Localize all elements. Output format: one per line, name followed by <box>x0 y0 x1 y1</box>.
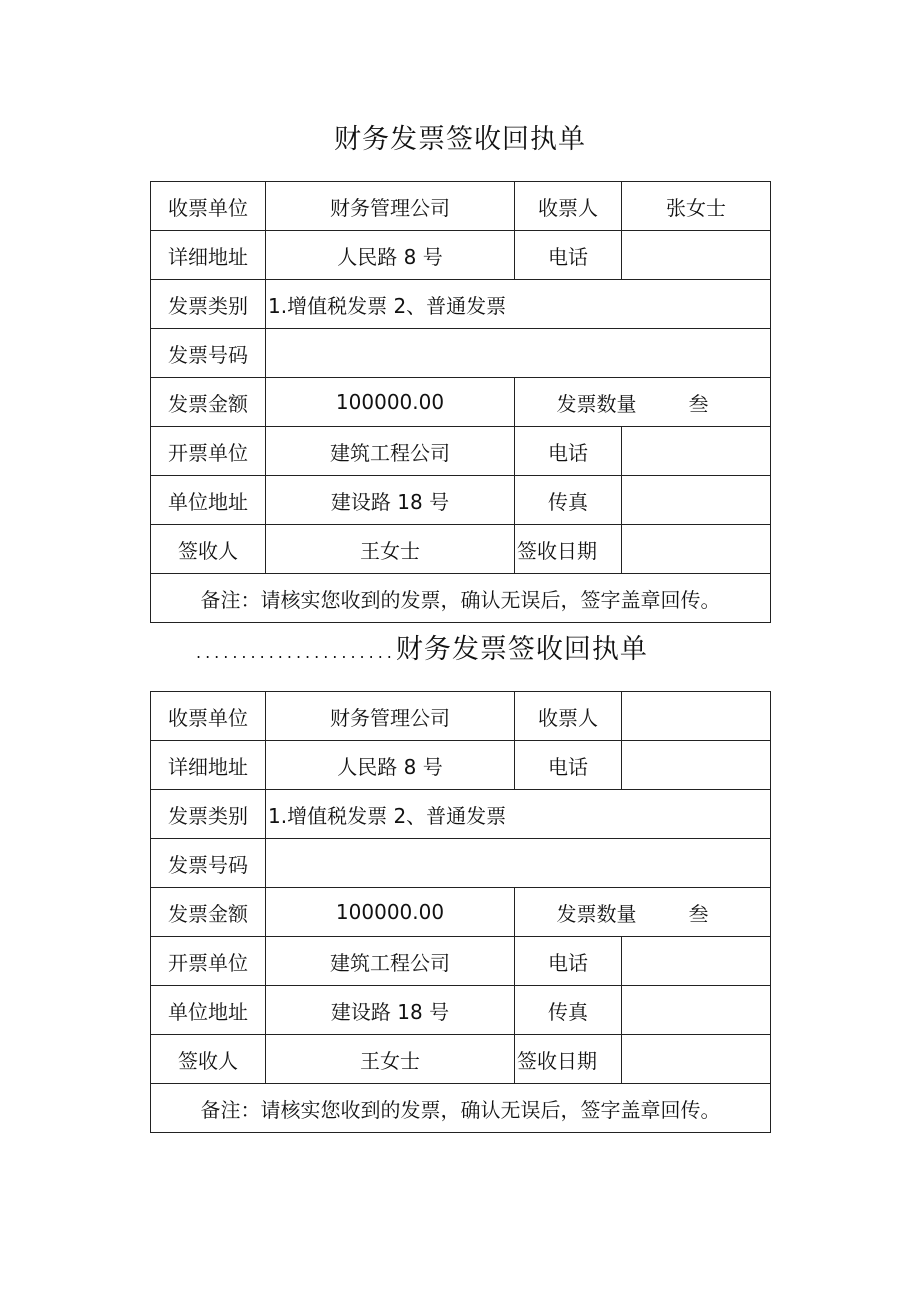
signer-label: 签收人 <box>151 1035 266 1084</box>
signer-label: 签收人 <box>151 525 266 574</box>
receiver-unit-value: 财务管理公司 <box>266 182 515 231</box>
form-1-table <box>150 181 771 623</box>
phone-value <box>622 741 771 790</box>
table-row <box>151 1084 771 1133</box>
issuer-label: 开票单位 <box>151 937 266 986</box>
quantity-cell <box>515 378 771 427</box>
receiver-unit-value: 财务管理公司 <box>266 692 515 741</box>
invoice-number-label: 发票号码 <box>151 329 266 378</box>
receiver-person-value <box>622 692 771 741</box>
issuer-address-label: 单位地址 <box>151 476 266 525</box>
fax-value <box>622 986 771 1035</box>
issuer-phone-label: 电话 <box>515 937 622 986</box>
phone-label: 电话 <box>515 741 622 790</box>
table-row <box>151 525 771 574</box>
issuer-phone-value <box>622 427 771 476</box>
issuer-address-value: 建设路 18 号 <box>266 986 515 1035</box>
table-row <box>151 1035 771 1084</box>
address-value: 人民路 8 号 <box>266 231 515 280</box>
invoice-number-value <box>266 839 771 888</box>
issuer-phone-label: 电话 <box>515 427 622 476</box>
amount-label: 发票金额 <box>151 378 266 427</box>
invoice-number-label: 发票号码 <box>151 839 266 888</box>
form-2-title <box>196 628 756 675</box>
sign-date-label: 签收日期 <box>515 1035 622 1084</box>
issuer-address-label: 单位地址 <box>151 986 266 1035</box>
amount-value: 100000.00 <box>266 378 515 427</box>
form-2-table <box>150 691 771 1133</box>
table-row <box>151 329 771 378</box>
quantity-label: 发票数量 <box>556 901 637 926</box>
table-row <box>151 888 771 937</box>
table-row <box>151 574 771 623</box>
table-row <box>151 182 771 231</box>
table-row <box>151 741 771 790</box>
invoice-type-value: 1.增值税发票 2、普通发票 <box>266 280 771 329</box>
receiver-unit-label: 收票单位 <box>151 182 266 231</box>
issuer-value: 建筑工程公司 <box>266 937 515 986</box>
issuer-phone-value <box>622 937 771 986</box>
fax-label: 传真 <box>515 986 622 1035</box>
sign-date-value <box>622 525 771 574</box>
receiver-person-value: 张女士 <box>622 182 771 231</box>
amount-label: 发票金额 <box>151 888 266 937</box>
table-row <box>151 790 771 839</box>
receiver-person-label: 收票人 <box>515 182 622 231</box>
quantity-label: 发票数量 <box>556 391 637 416</box>
form-1-title: 财务发票签收回执单 <box>334 124 586 155</box>
table-row <box>151 937 771 986</box>
table-row <box>151 476 771 525</box>
title-dots: ...................... <box>196 643 396 662</box>
table-row <box>151 692 771 741</box>
signer-value: 王女士 <box>266 525 515 574</box>
phone-value <box>622 231 771 280</box>
table-row <box>151 986 771 1035</box>
invoice-number-value <box>266 329 771 378</box>
address-label: 详细地址 <box>151 741 266 790</box>
address-value: 人民路 8 号 <box>266 741 515 790</box>
signer-value: 王女士 <box>266 1035 515 1084</box>
invoice-type-label: 发票类别 <box>151 790 266 839</box>
address-label: 详细地址 <box>151 231 266 280</box>
table-row <box>151 231 771 280</box>
receiver-unit-label: 收票单位 <box>151 692 266 741</box>
quantity-cell <box>515 888 771 937</box>
fax-value <box>622 476 771 525</box>
table-row <box>151 427 771 476</box>
receiver-person-label: 收票人 <box>515 692 622 741</box>
invoice-type-label: 发票类别 <box>151 280 266 329</box>
form-2-title-text: 财务发票签收回执单 <box>395 634 648 665</box>
phone-label: 电话 <box>515 231 622 280</box>
table-row <box>151 280 771 329</box>
table-row <box>151 378 771 427</box>
note: 备注：请核实您收到的发票，确认无误后，签字盖章回传。 <box>151 1084 771 1133</box>
quantity-value: 叁 <box>688 901 709 926</box>
note: 备注：请核实您收到的发票，确认无误后，签字盖章回传。 <box>151 574 771 623</box>
amount-value: 100000.00 <box>266 888 515 937</box>
issuer-value: 建筑工程公司 <box>266 427 515 476</box>
issuer-address-value: 建设路 18 号 <box>266 476 515 525</box>
invoice-type-value: 1.增值税发票 2、普通发票 <box>266 790 771 839</box>
sign-date-value <box>622 1035 771 1084</box>
table-row <box>151 839 771 888</box>
fax-label: 传真 <box>515 476 622 525</box>
issuer-label: 开票单位 <box>151 427 266 476</box>
sign-date-label: 签收日期 <box>515 525 622 574</box>
quantity-value: 叁 <box>688 391 709 416</box>
